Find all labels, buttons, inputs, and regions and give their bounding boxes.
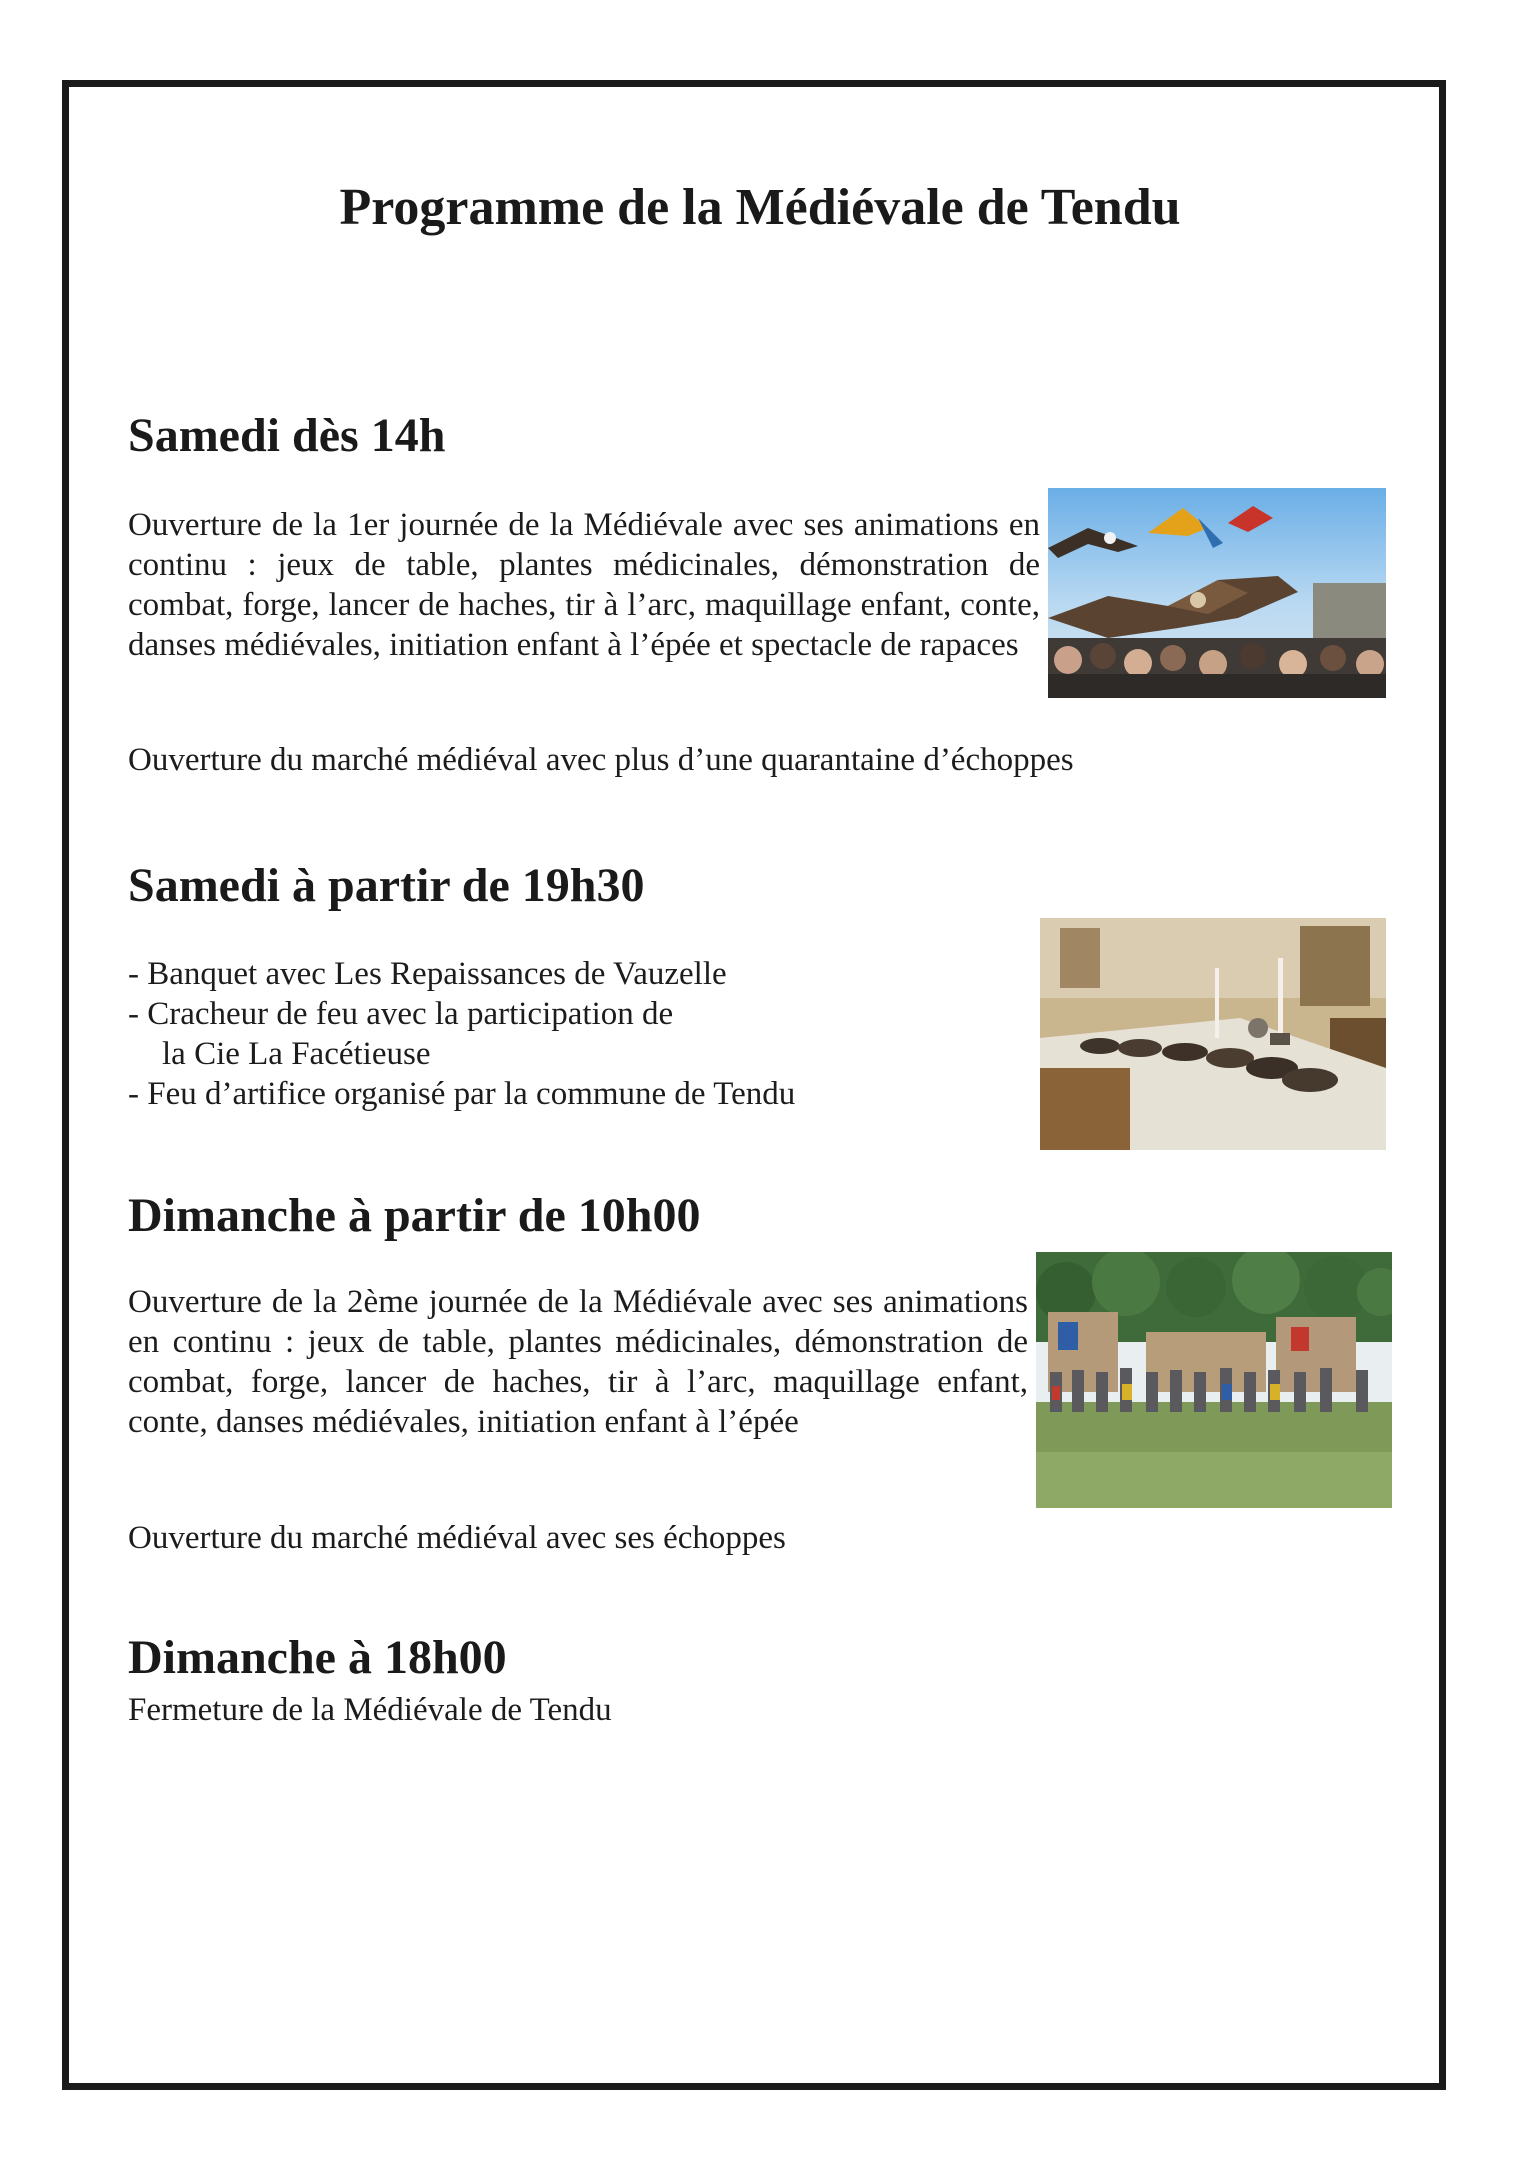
sunday-market-opening: Ouverture du marché médiéval avec ses échoppes (128, 1520, 786, 1556)
section-heading-saturday-afternoon: Samedi dès 14h (128, 409, 446, 462)
knights-camp-photo (1036, 1252, 1392, 1508)
saturday-market-opening: Ouverture du marché médiéval avec plus d’une quarantaine d’échoppes (128, 742, 1074, 778)
list-item-continuation: la Cie La Facétieuse (162, 1036, 431, 1072)
saturday-evening-list (128, 954, 795, 1114)
list-item: - Banquet avec Les Repaissances de Vauzelle (128, 956, 727, 992)
section-heading-sunday-morning: Dimanche à partir de 10h00 (128, 1189, 701, 1242)
document-title: Programme de la Médiévale de Tendu (339, 179, 1181, 236)
list-item: - Feu d’artifice organisé par la commune de Tendu (128, 1076, 796, 1112)
saturday-afternoon-activities: Ouverture de la 1er journée de la Médiévale avec ses animations en continu : jeux de table, plantes médicinales, démonstration de combat, forge, lancer de haches, tir à l’arc, maquillage enfant, conte, danses médiévales, initiation enfant à l’épée et spectacle de rapaces (128, 507, 1040, 663)
list-item-text: - Cracheur de feu avec la participation de (128, 996, 674, 1032)
birds-of-prey-photo (1048, 488, 1386, 698)
sunday-activities: Ouverture de la 2ème journée de la Médiévale avec ses animations en continu : jeux de table, plantes médicinales, démonstration de combat, forge, lancer de haches, tir à l’arc, maquillage enfant, conte, danses médiévales, initiation enfant à l’épée (128, 1284, 1028, 1440)
section-heading-saturday-evening: Samedi à partir de 19h30 (128, 859, 645, 912)
banquet-hall-photo (1040, 918, 1386, 1150)
closing-note: Fermeture de la Médiévale de Tendu (128, 1692, 612, 1728)
section-heading-sunday-closing: Dimanche à 18h00 (128, 1631, 507, 1684)
list-item (128, 994, 795, 1074)
